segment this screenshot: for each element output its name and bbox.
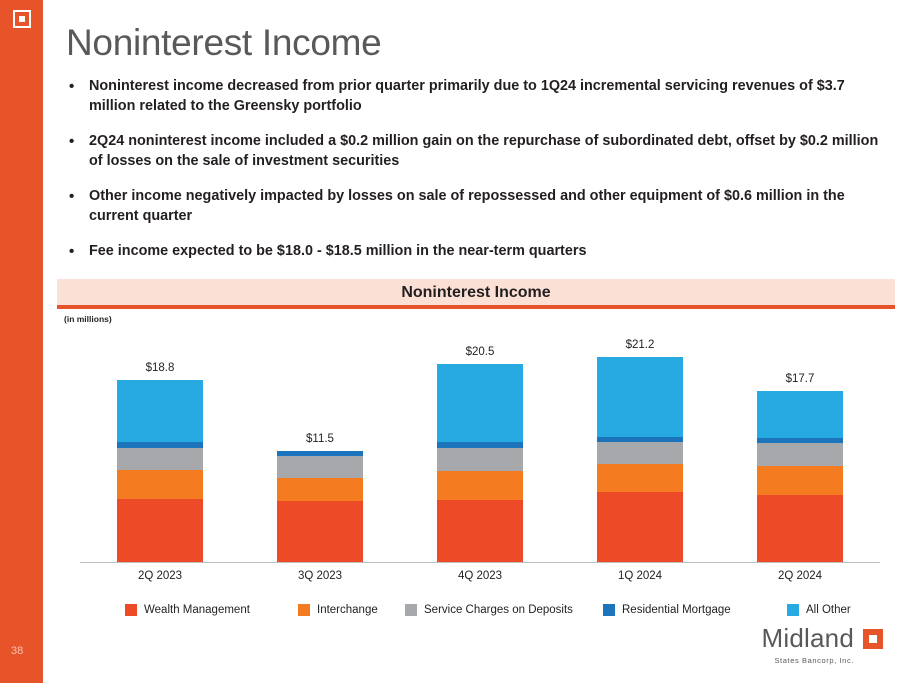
chart-legend [80, 604, 880, 622]
bar-segment [277, 501, 363, 562]
chart-title: Noninterest Income [401, 284, 551, 301]
bar-segment [117, 499, 203, 562]
chart-x-axis [80, 562, 880, 563]
bar-total-label: $18.8 [145, 362, 175, 375]
company-logo [762, 623, 883, 665]
square-logo-icon [13, 10, 31, 28]
bar-segment [757, 495, 843, 562]
bar-segment [117, 380, 203, 442]
bar-total-label: $20.5 [465, 345, 495, 358]
left-accent-rail [0, 0, 43, 683]
chart-x-tick-labels [80, 570, 880, 588]
bar-segment [757, 466, 843, 495]
bar-segment [117, 470, 203, 499]
bar-column [117, 362, 203, 562]
legend-label: Residential Mortgage [622, 604, 731, 616]
bar-segment [757, 391, 843, 438]
bar-segment [117, 448, 203, 470]
bullet-text: Other income negatively impacted by losses on sale of repossessed and other equipment of $0.6 million in the current quarter [89, 187, 845, 225]
list-item [63, 76, 893, 117]
legend-item [298, 604, 378, 616]
bullet-marker-icon: • [69, 78, 75, 95]
legend-item [405, 604, 573, 616]
bullet-marker-icon: • [69, 132, 75, 150]
page-title: Noninterest Income [66, 22, 382, 63]
bar-segment [437, 364, 523, 442]
legend-item [603, 604, 731, 616]
legend-label: Service Charges on Deposits [424, 604, 573, 616]
legend-swatch [298, 604, 310, 616]
legend-label: All Other [806, 604, 851, 616]
bullet-marker-icon: • [69, 187, 75, 205]
bullet-text: Noninterest income decreased from prior quarter primarily due to 1Q24 incremental servicing revenues of $3.7 million related to the Greensky portfolio [89, 78, 845, 115]
chart-plot-area [80, 330, 880, 562]
bullet-list [63, 76, 893, 275]
legend-label: Interchange [317, 604, 378, 616]
legend-swatch [603, 604, 615, 616]
bullet-text: 2Q24 noninterest income included a $0.2 million gain on the repurchase of subordinated debt, offset by $0.2 million of losses on the sale of investment securities [89, 132, 879, 170]
bar-segment [597, 357, 683, 437]
list-item [63, 186, 893, 227]
bar-total-label: $21.2 [625, 339, 655, 352]
bullet-marker-icon: • [69, 242, 75, 260]
x-tick-label: 1Q 2024 [617, 570, 663, 582]
x-tick-label: 4Q 2023 [457, 570, 503, 582]
square-logo-icon [863, 629, 883, 649]
legend-label: Wealth Management [144, 604, 250, 616]
bar-column [597, 339, 683, 562]
legend-swatch [405, 604, 417, 616]
x-tick-label: 2Q 2023 [137, 570, 183, 582]
bar-segment [277, 456, 363, 478]
bar-column [277, 432, 363, 562]
chart-header-band [57, 279, 895, 307]
legend-swatch [125, 604, 137, 616]
chart-header-underline [57, 305, 895, 309]
bar-column [437, 345, 523, 562]
x-tick-label: 3Q 2023 [297, 570, 343, 582]
bar-segment [597, 442, 683, 464]
brand-name: Midland [761, 623, 854, 653]
legend-item [125, 604, 250, 616]
bar-segment [597, 464, 683, 492]
bar-total-label: $11.5 [306, 432, 334, 445]
bar-segment [437, 471, 523, 500]
bar-segment [277, 478, 363, 501]
list-item [63, 131, 893, 172]
bullet-text: Fee income expected to be $18.0 - $18.5 million in the near-term quarters [89, 242, 587, 259]
page-number: 38 [11, 645, 24, 657]
list-item [63, 241, 893, 261]
bar-total-label: $17.7 [785, 372, 815, 385]
bar-segment [437, 448, 523, 471]
chart-units-note: (in millions) [64, 314, 112, 324]
bar-column [757, 372, 843, 562]
legend-item [787, 604, 851, 616]
brand-subtitle: States Bancorp, Inc. [774, 656, 854, 665]
x-tick-label: 2Q 2024 [777, 570, 823, 582]
bar-segment [757, 443, 843, 466]
bar-segment [597, 492, 683, 562]
legend-swatch [787, 604, 799, 616]
bar-segment [437, 500, 523, 562]
